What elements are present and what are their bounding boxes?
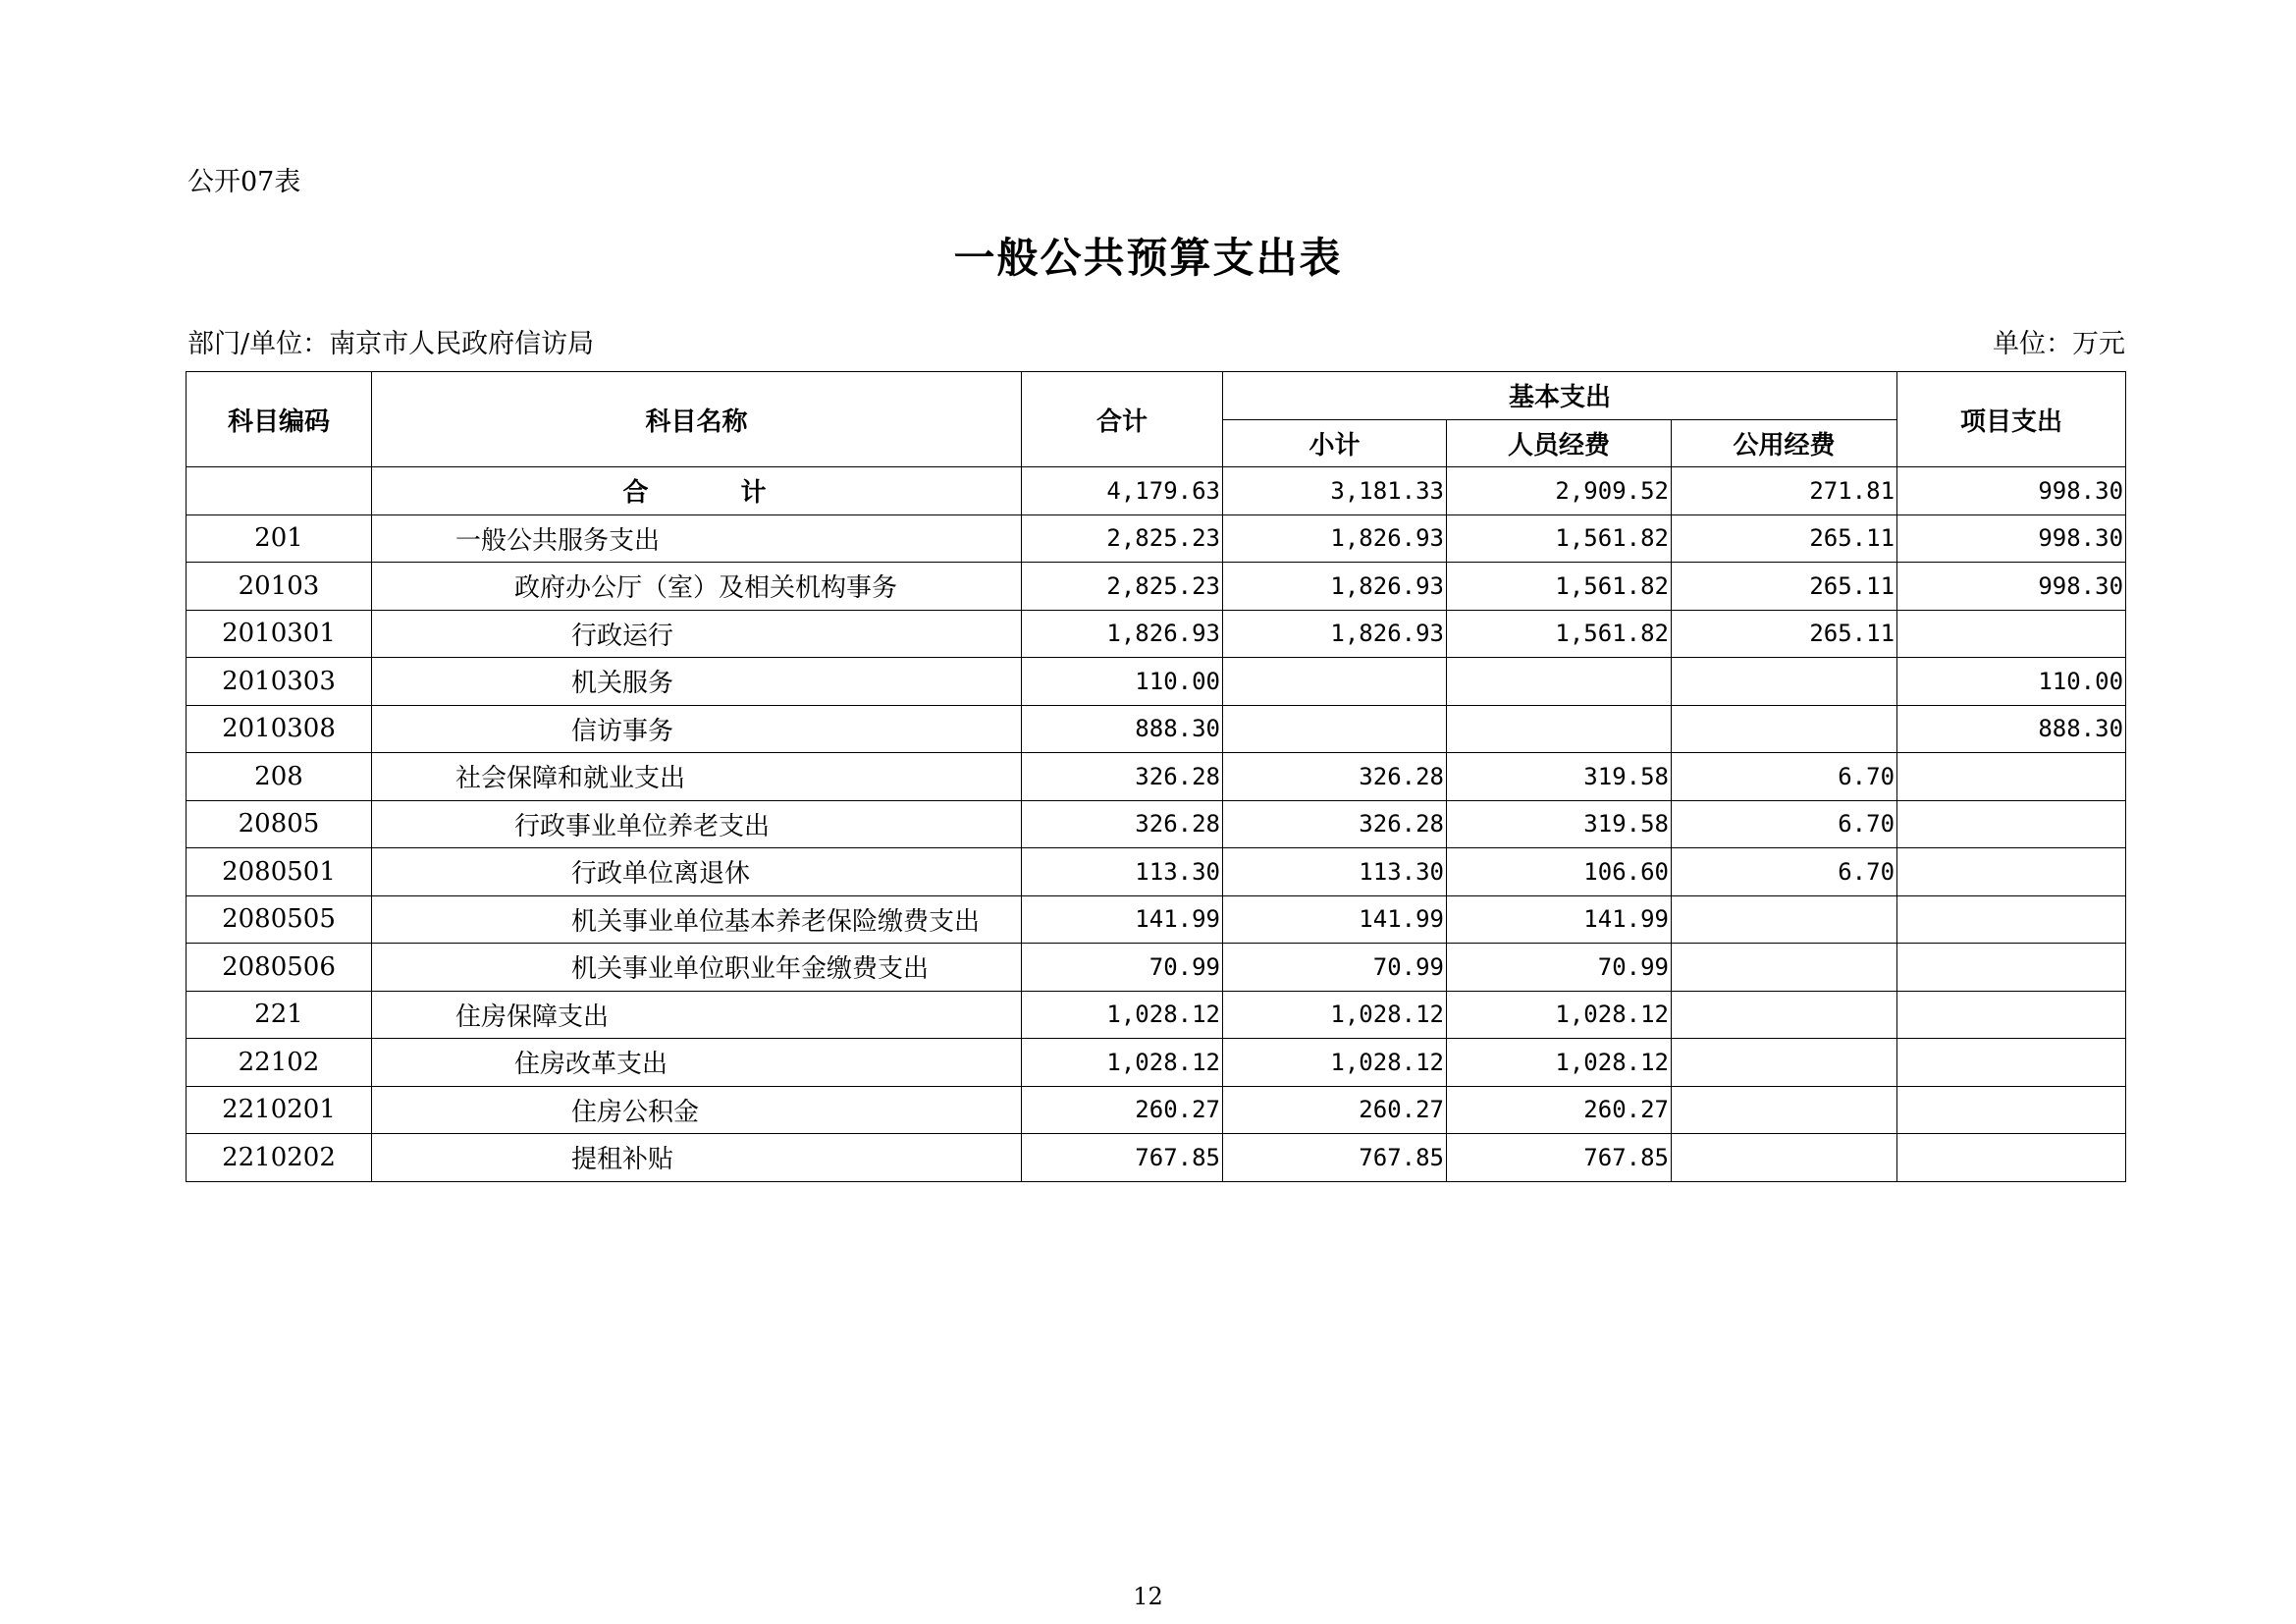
personnel-cell: 1,028.12	[1447, 991, 1672, 1039]
col-header-basic: 基本支出	[1223, 372, 1897, 420]
name-cell: 住房改革支出	[372, 1039, 1022, 1087]
form-id: 公开07表	[187, 167, 301, 197]
public-use-cell: 6.70	[1672, 753, 1897, 801]
public-use-cell	[1672, 1039, 1897, 1087]
table-row	[187, 705, 2126, 753]
total-cell: 2,825.23	[1022, 563, 1223, 611]
personnel-cell: 319.58	[1447, 800, 1672, 848]
project-cell	[1897, 753, 2126, 801]
table-row	[187, 514, 2126, 563]
total-project-cell: 998.30	[1897, 467, 2126, 515]
code-cell: 22102	[187, 1039, 372, 1087]
code-cell: 208	[187, 753, 372, 801]
code-cell: 2010301	[187, 610, 372, 658]
total-cell: 888.30	[1022, 705, 1223, 753]
project-cell: 110.00	[1897, 658, 2126, 706]
name-cell: 机关事业单位基本养老保险缴费支出	[372, 895, 1022, 944]
total-cell: 767.85	[1022, 1134, 1223, 1182]
name-cell: 机关事业单位职业年金缴费支出	[372, 944, 1022, 992]
public-use-cell	[1672, 1086, 1897, 1134]
total-cell: 110.00	[1022, 658, 1223, 706]
personnel-cell: 319.58	[1447, 753, 1672, 801]
table-row	[187, 753, 2126, 801]
subtotal-cell: 113.30	[1223, 848, 1447, 896]
public-use-cell	[1672, 705, 1897, 753]
name-cell: 行政事业单位养老支出	[372, 800, 1022, 848]
subtotal-cell: 141.99	[1223, 895, 1447, 944]
code-cell: 20103	[187, 563, 372, 611]
project-cell	[1897, 1134, 2126, 1182]
public-use-cell: 6.70	[1672, 848, 1897, 896]
subtotal-cell: 326.28	[1223, 753, 1447, 801]
project-cell	[1897, 1086, 2126, 1134]
name-cell: 提租补贴	[372, 1134, 1022, 1182]
code-cell: 2210201	[187, 1086, 372, 1134]
code-cell: 2010303	[187, 658, 372, 706]
total-cell: 113.30	[1022, 848, 1223, 896]
subtotal-cell: 70.99	[1223, 944, 1447, 992]
personnel-cell: 1,028.12	[1447, 1039, 1672, 1087]
public-use-cell: 265.11	[1672, 514, 1897, 563]
total-row	[187, 467, 2126, 515]
col-header-subtotal: 小计	[1223, 419, 1447, 467]
personnel-cell: 70.99	[1447, 944, 1672, 992]
public-use-cell	[1672, 1134, 1897, 1182]
personnel-cell: 106.60	[1447, 848, 1672, 896]
project-cell	[1897, 848, 2126, 896]
project-cell	[1897, 944, 2126, 992]
name-cell: 住房公积金	[372, 1086, 1022, 1134]
col-header-code: 科目编码	[187, 372, 372, 467]
total-code-cell	[187, 467, 372, 515]
total-cell: 70.99	[1022, 944, 1223, 992]
total-label-left: 合	[622, 478, 653, 509]
public-use-cell: 265.11	[1672, 610, 1897, 658]
subtotal-cell	[1223, 658, 1447, 706]
personnel-cell: 141.99	[1447, 895, 1672, 944]
page-title: 一般公共预算支出表	[953, 234, 1343, 282]
col-header-public-use: 公用经费	[1672, 419, 1897, 467]
page-number: 12	[1133, 1583, 1163, 1610]
project-cell	[1897, 895, 2126, 944]
table-row	[187, 1039, 2126, 1087]
name-cell: 政府办公厅（室）及相关机构事务	[372, 563, 1022, 611]
subtotal-cell: 1,028.12	[1223, 1039, 1447, 1087]
project-cell	[1897, 1039, 2126, 1087]
table-header	[187, 372, 2126, 467]
project-cell: 998.30	[1897, 563, 2126, 611]
col-header-project: 项目支出	[1897, 372, 2126, 467]
name-cell: 社会保障和就业支出	[372, 753, 1022, 801]
subtotal-cell: 1,826.93	[1223, 610, 1447, 658]
personnel-cell: 1,561.82	[1447, 514, 1672, 563]
subtotal-cell: 1,826.93	[1223, 514, 1447, 563]
project-cell	[1897, 610, 2126, 658]
table-body	[187, 467, 2126, 1182]
name-cell: 行政运行	[372, 610, 1022, 658]
budget-table	[186, 371, 2126, 1182]
name-cell: 机关服务	[372, 658, 1022, 706]
code-cell: 2080501	[187, 848, 372, 896]
table-row	[187, 848, 2126, 896]
total-label-cell	[372, 467, 1022, 515]
name-cell: 行政单位离退休	[372, 848, 1022, 896]
code-cell: 201	[187, 514, 372, 563]
table-row	[187, 610, 2126, 658]
col-header-name: 科目名称	[372, 372, 1022, 467]
project-cell: 888.30	[1897, 705, 2126, 753]
public-use-cell	[1672, 658, 1897, 706]
total-total-cell: 4,179.63	[1022, 467, 1223, 515]
department-label: 部门/单位：南京市人民政府信访局	[187, 329, 595, 359]
public-use-cell	[1672, 991, 1897, 1039]
name-cell: 信访事务	[372, 705, 1022, 753]
subtotal-cell: 1,826.93	[1223, 563, 1447, 611]
table-row	[187, 895, 2126, 944]
personnel-cell: 260.27	[1447, 1086, 1672, 1134]
total-cell: 326.28	[1022, 753, 1223, 801]
total-subtotal-cell: 3,181.33	[1223, 467, 1447, 515]
name-cell: 住房保障支出	[372, 991, 1022, 1039]
col-header-total: 合计	[1022, 372, 1223, 467]
public-use-cell: 6.70	[1672, 800, 1897, 848]
table-row	[187, 658, 2126, 706]
code-cell: 2010308	[187, 705, 372, 753]
personnel-cell	[1447, 705, 1672, 753]
personnel-cell: 1,561.82	[1447, 563, 1672, 611]
public-use-cell	[1672, 944, 1897, 992]
table-row	[187, 1086, 2126, 1134]
subtotal-cell: 1,028.12	[1223, 991, 1447, 1039]
total-personnel-cell: 2,909.52	[1447, 467, 1672, 515]
project-cell	[1897, 800, 2126, 848]
subtotal-cell: 767.85	[1223, 1134, 1447, 1182]
subtotal-cell	[1223, 705, 1447, 753]
table-row	[187, 800, 2126, 848]
project-cell: 998.30	[1897, 514, 2126, 563]
col-header-personnel: 人员经费	[1447, 419, 1672, 467]
subtotal-cell: 260.27	[1223, 1086, 1447, 1134]
total-public-use-cell: 271.81	[1672, 467, 1897, 515]
personnel-cell	[1447, 658, 1672, 706]
code-cell: 2210202	[187, 1134, 372, 1182]
total-cell: 1,826.93	[1022, 610, 1223, 658]
public-use-cell: 265.11	[1672, 563, 1897, 611]
personnel-cell: 1,561.82	[1447, 610, 1672, 658]
code-cell: 20805	[187, 800, 372, 848]
table-row	[187, 563, 2126, 611]
unit-label: 单位：万元	[1993, 329, 2125, 359]
total-cell: 326.28	[1022, 800, 1223, 848]
table-row	[187, 944, 2126, 992]
total-cell: 260.27	[1022, 1086, 1223, 1134]
total-cell: 141.99	[1022, 895, 1223, 944]
public-use-cell	[1672, 895, 1897, 944]
table-row	[187, 1134, 2126, 1182]
name-cell: 一般公共服务支出	[372, 514, 1022, 563]
total-label-right: 计	[740, 478, 771, 509]
code-cell: 2080505	[187, 895, 372, 944]
total-cell: 1,028.12	[1022, 991, 1223, 1039]
total-cell: 1,028.12	[1022, 1039, 1223, 1087]
total-cell: 2,825.23	[1022, 514, 1223, 563]
table-row	[187, 991, 2126, 1039]
personnel-cell: 767.85	[1447, 1134, 1672, 1182]
subtotal-cell: 326.28	[1223, 800, 1447, 848]
code-cell: 2080506	[187, 944, 372, 992]
header-row-1	[187, 372, 2126, 420]
code-cell: 221	[187, 991, 372, 1039]
project-cell	[1897, 991, 2126, 1039]
